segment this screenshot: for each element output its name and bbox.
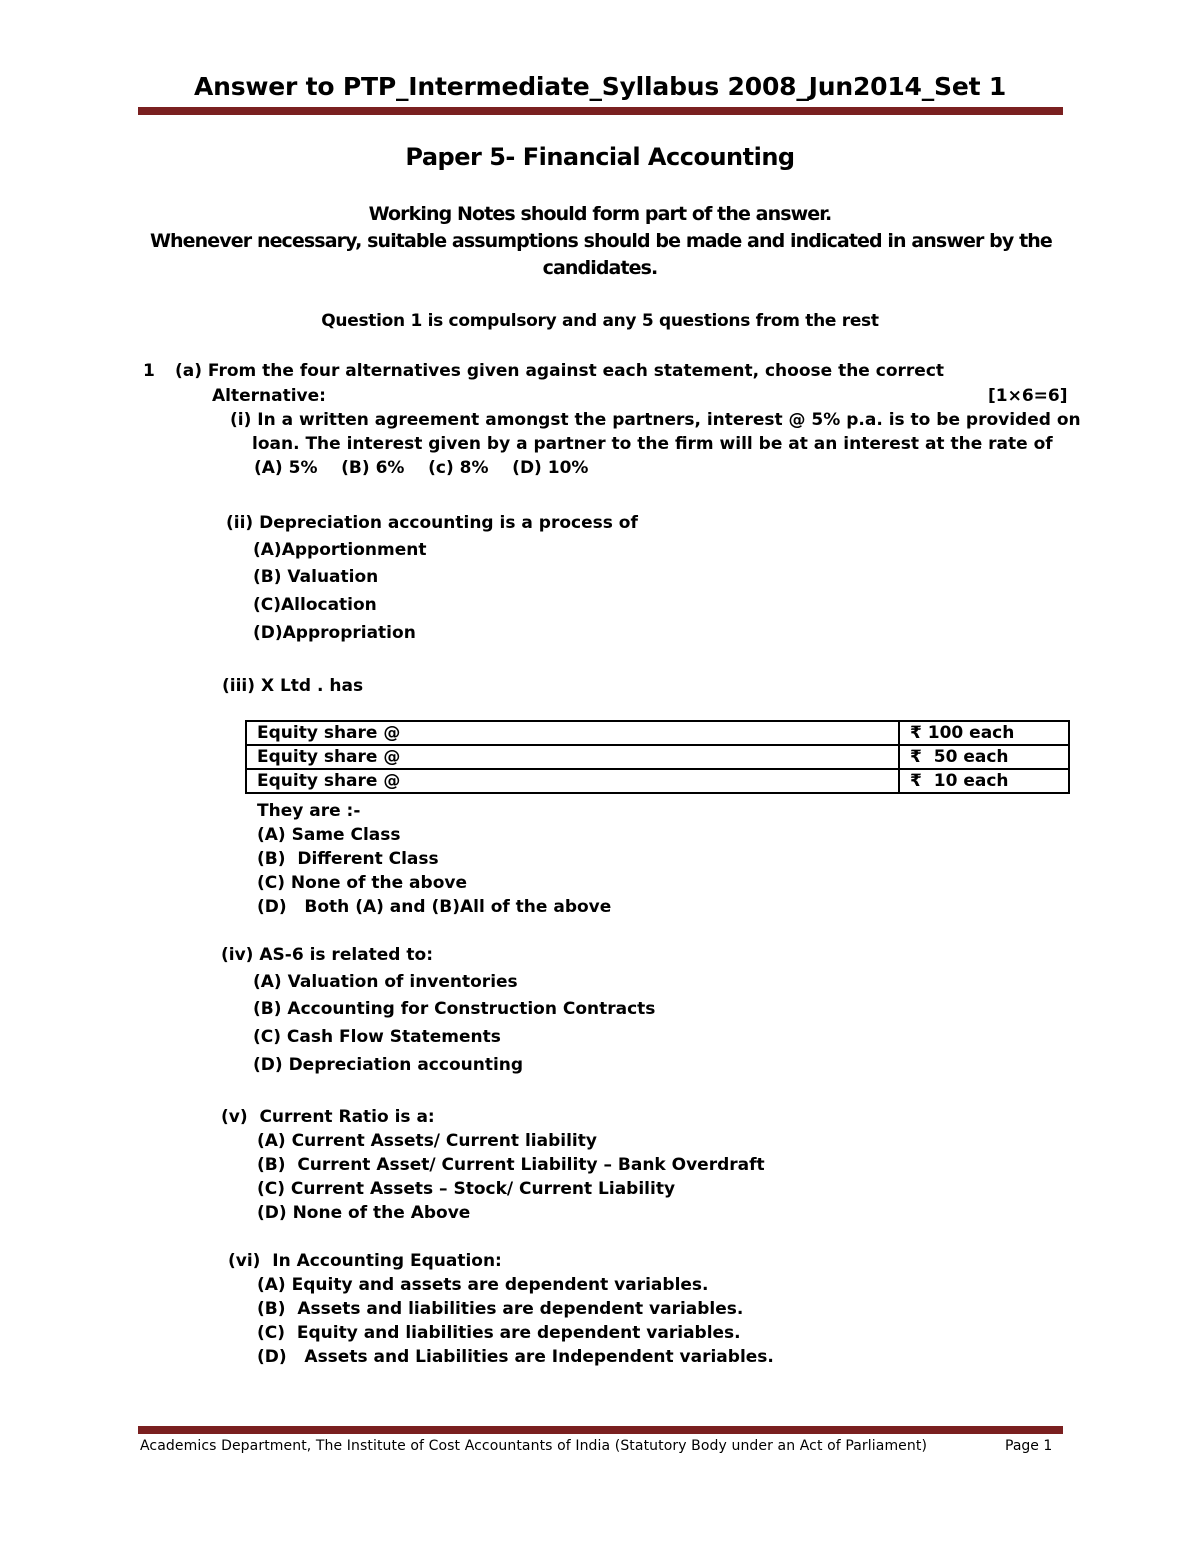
q-iii-stem: (iii) X Ltd . has — [222, 676, 364, 696]
q-ii-option-a: (A)Apportionment — [253, 540, 427, 560]
q-v-option-c: (C) Current Assets – Stock/ Current Liability — [257, 1179, 676, 1199]
share-value: 10 each — [933, 771, 1009, 791]
q-ii-option-b: (B) Valuation — [253, 567, 379, 587]
rupee-icon: ₹ — [910, 771, 922, 791]
q-ii-option-c: (C)Allocation — [253, 595, 377, 615]
q-iii-they-are: They are :- — [257, 801, 361, 821]
q-ii-option-d: (D)Appropriation — [253, 623, 416, 643]
q-iii-option-a: (A) Same Class — [257, 825, 401, 845]
q-iv-stem: (iv) AS-6 is related to: — [221, 945, 433, 965]
q-iv-option-a: (A) Valuation of inventories — [253, 972, 518, 992]
q-iii-option-c: (C) None of the above — [257, 873, 467, 893]
q-i-stem-line2: loan. The interest given by a partner to the firm will be at an interest at the rate of — [252, 434, 1053, 454]
footer-rule — [138, 1426, 1063, 1434]
paper-title: Paper 5- Financial Accounting — [405, 143, 795, 171]
table-row — [246, 745, 1069, 769]
q-iv-option-d: (D) Depreciation accounting — [253, 1055, 524, 1075]
page-header-title: Answer to PTP_Intermediate_Syllabus 2008_Jun2014_Set 1 — [193, 72, 1007, 101]
marks-label: [1×6=6] — [988, 386, 1068, 406]
q-vi-stem: (vi) In Accounting Equation: — [228, 1251, 502, 1271]
rupee-icon: ₹ — [910, 723, 922, 743]
q-v-option-b: (B) Current Asset/ Current Liability – Bank Overdraft — [257, 1155, 765, 1175]
q-v-option-d: (D) None of the Above — [257, 1203, 471, 1223]
share-label-cell: Equity share @ — [246, 721, 899, 745]
share-value-cell — [899, 721, 1069, 745]
q-iii-option-b: (B) Different Class — [257, 849, 439, 869]
share-value-cell — [899, 745, 1069, 769]
header-rule — [138, 107, 1063, 115]
q-iv-option-c: (C) Cash Flow Statements — [253, 1027, 501, 1047]
share-label-cell: Equity share @ — [246, 769, 899, 793]
table-row — [246, 721, 1069, 745]
page-number: Page 1 — [1005, 1438, 1053, 1454]
q-i-options: (A) 5% (B) 6% (c) 8% (D) 10% — [254, 458, 589, 478]
compulsory-note: Question 1 is compulsory and any 5 questions from the rest — [321, 311, 879, 331]
q-vi-option-a: (A) Equity and assets are dependent variables. — [257, 1275, 709, 1295]
question-number: 1 — [143, 361, 155, 381]
share-value: 100 each — [927, 723, 1015, 743]
q-vi-option-c: (C) Equity and liabilities are dependent variables. — [257, 1323, 741, 1343]
part-a-alternative: Alternative: — [212, 386, 326, 406]
q-vi-option-b: (B) Assets and liabilities are dependent variables. — [257, 1299, 744, 1319]
q-v-stem: (v) Current Ratio is a: — [221, 1107, 435, 1127]
share-value: 50 each — [933, 747, 1009, 767]
share-label-cell: Equity share @ — [246, 745, 899, 769]
q-iv-option-b: (B) Accounting for Construction Contracts — [253, 999, 656, 1019]
table-row — [246, 769, 1069, 793]
instruction-working-notes: Working Notes should form part of the answer. — [368, 203, 832, 225]
part-a-text: (a) From the four alternatives given against each statement, choose the correct — [175, 361, 945, 381]
equity-share-table — [245, 720, 1070, 794]
q-iii-option-d: (D) Both (A) and (B)All of the above — [257, 897, 612, 917]
q-i-stem-line1: (i) In a written agreement amongst the partners, interest @ 5% p.a. is to be provided on — [230, 410, 1081, 430]
instruction-assumptions: Whenever necessary, suitable assumptions should be made and indicated in answer by the — [150, 230, 1052, 252]
q-ii-stem: (ii) Depreciation accounting is a process of — [226, 513, 638, 533]
share-value-cell — [899, 769, 1069, 793]
q-v-option-a: (A) Current Assets/ Current liability — [257, 1131, 597, 1151]
rupee-icon: ₹ — [910, 747, 922, 767]
instruction-candidates: candidates. — [542, 257, 658, 279]
q-vi-option-d: (D) Assets and Liabilities are Independent variables. — [257, 1347, 774, 1367]
footer-text: Academics Department, The Institute of Cost Accountants of India (Statutory Body under an Act of Parliament) — [140, 1438, 928, 1454]
